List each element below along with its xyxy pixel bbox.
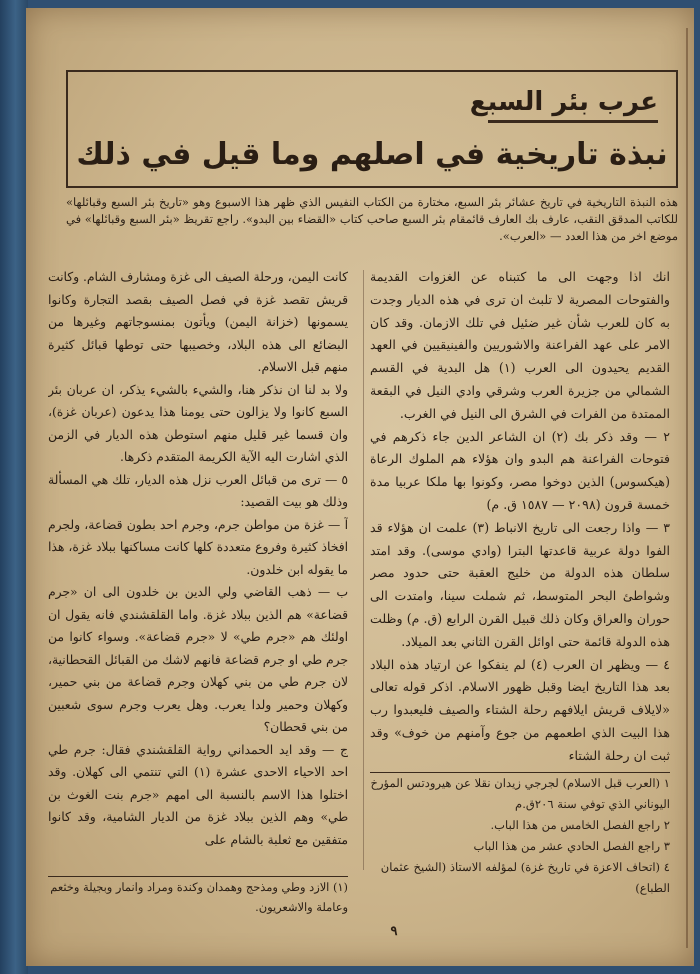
paragraph: ٢ — وقد ذكر بك (٢) ان الشاعر الدين جاء ذكرهم في فتوحات الفراعنة هم البدو وان هؤلاء هم الملوك الرعاة (هيكسوس) الذين دوخوا مصر، وكونوا بها ملكا عربيا مدة خمسة قرون (٢٠٩٨ — ١٥٨٧ ق. م) [370,428,670,512]
footnote: (١) الازد وطي ومذحج وهمدان وكندة ومراد وانمار وبجيلة وخثعم وعاملة والاشعريون. [50,880,348,914]
book-binding [0,0,28,974]
paragraph: انك اذا وجهت الى ما كتبناه عن الغزوات القديمة والفتوحات المصرية لا تلبث ان ترى في هذه الديار وجدت به كان للعرب شأن غير ضئيل في تلك الازمان. وقد كان الامر على عهد الفراعنة والاشوريين والفينيقيين في العهد القديم يحيدون الى العرب (١) هل البدية في القسم الشمالي من جزيرة العرب وشرقي وادي النيل في البقعة الممتدة من الفرات في الشرق الى النيل في الغرب. [370,269,670,421]
right-column [370,266,670,766]
paragraph: ٣ — واذا رجعت الى تاريخ الانباط (٣) علمت ان هؤلاء قد الفوا دولة عربية قاعدتها البترا (وادي موسى). وقد امتد سلطان هذه الدولة من خليج العقبة حتى حدود مصر وشواطئ البحر المتوسط، ثم شملت سينا، وامتدت الى حوران والعراق وكان ذلك قبيل القرن الرابع (ق. م) وظلت هذه الدولة قائمة حتى اوائل القرن الثاني بعد الميلاد. [370,519,670,649]
column-divider [363,270,364,870]
paragraph: ج — وقد ايد الحمداني رواية القلقشندي فقال: جرم طي احد الاحياء الاحدى عشرة (١) التي تنتمي الى كهلان. وقد اختلوا هذا الاسم بالنسبة الى امهم «جرم بنت الغوث بن طي» وهم الذين ببلاد غزة من الديار الشامية، وقد كانوا متفقين مع ثعلبة بالشام على [48,742,348,847]
document-page [26,8,694,966]
footnotes-right [370,772,670,937]
footnote: ٣ راجع الفصل الحادي عشر من هذا الباب [473,839,670,853]
intro-paragraph: هذه النبذة التاريخية في تاريخ عشائر بئر السبع، مختارة من الكتاب النفيس الذي ظهر هذا الاسبوع وهو «تاريخ بئر السبع وقبائلها» للكاتب المدقق النقب، عارف بك العارف قائمقام بئر السبع صاحب كتاب «القضاء بين البدو». راجع تقريظ «بئر السبع وقبائلها» في موضع اخر من هذا العدد — «العرب». [66,195,678,243]
section-title: عرب بئر السبع [488,86,658,123]
footnote: ٢ راجع الفصل الخامس من هذا الباب. [490,818,670,832]
paragraph: ٤ — ويظهر ان العرب (٤) لم ينفكوا عن ارتياد هذه البلاد بعد هذا التاريخ ايضا وقبل ظهور الاسلام. اذكر قوله تعالى «لايلاف قريش ايلافهم رحلة الشتاء والصيف فليعبدوا رب هذا البيت الذي اطعمهم من جوع وآمنهم من خوف» وقد ثبت ان رحلة الشتاء [370,656,670,763]
article-title: نبذة تاريخية في اصلهم وما قيل في ذلك [76,137,668,172]
page-number: ٩ [390,924,398,939]
footnotes-left [48,876,348,927]
paragraph: كانت اليمن، ورحلة الصيف الى غزة ومشارف الشام. وكانت قريش تقصد غزة في فصل الصيف بقصد التجارة وكانوا يسمونها (خزانة اليمن) ويأتون بمنسوجاتهم وغيرها من البضائع الى هذه البلاد، وخصيبها حتى توطها قبائل كثيرة منهم قبل الاسلام. [48,270,348,374]
title-box [66,70,678,188]
left-column [48,266,348,872]
paragraph: ولا بد لنا ان نذكر هنا، والشيء بالشيء يذكر، ان عربان بئر السبع كانوا ولا يزالون حتى يومنا هذا يدعون (عربان غزة)، وان قسما غير قليل منهم استوطن هذه الديار في الزمن الذي اشارت اليه الآية الكريمة المتقدم ذكرها. [48,382,348,464]
footnote: ١ (العرب قبل الاسلام) لجرجي زيدان نقلا عن هيرودتس المؤرخ اليوناني الذي توفي سنة ٢٠٦ق.م [370,776,670,811]
footnote: ٤ (اتحاف الاعزة في تاريخ غزة) لمؤلفه الاستاذ (الشيخ عثمان الطباع) [380,860,670,895]
paragraph: آ — غزة من مواطن جرم، وجرم احد بطون قضاعة، ولجرم افخاذ كثيرة وفروع متعددة كلها كانت مساكنها ببلاد غزة، هذا ما يقوله ابن خلدون. [48,517,348,577]
paragraph: ٥ — ترى من قبائل العرب نزل هذه الديار، تلك هي المسألة وذلك هو بيت القصيد: [48,472,348,509]
paragraph: ب — ذهب القاضي ولي الدين بن خلدون الى ان «جرم قضاعة» هم الذين ببلاد غزة. واما القلقشندي فانه يقول ان اولئك هم «جرم طي» لا «جرم قضاعة». وسواء كانوا من جرم طي او جرم قضاعة فانهم لاشك من القبائل القحطانية، لان جرم طي من بني كهلان وجرم قضاعة من بني حمير، وكهلان وحمير ولدا يعرب. وهل يعرب وجرم سوى شعبين من بني قحطان؟ [48,585,348,734]
page-edge-rule [686,28,688,948]
